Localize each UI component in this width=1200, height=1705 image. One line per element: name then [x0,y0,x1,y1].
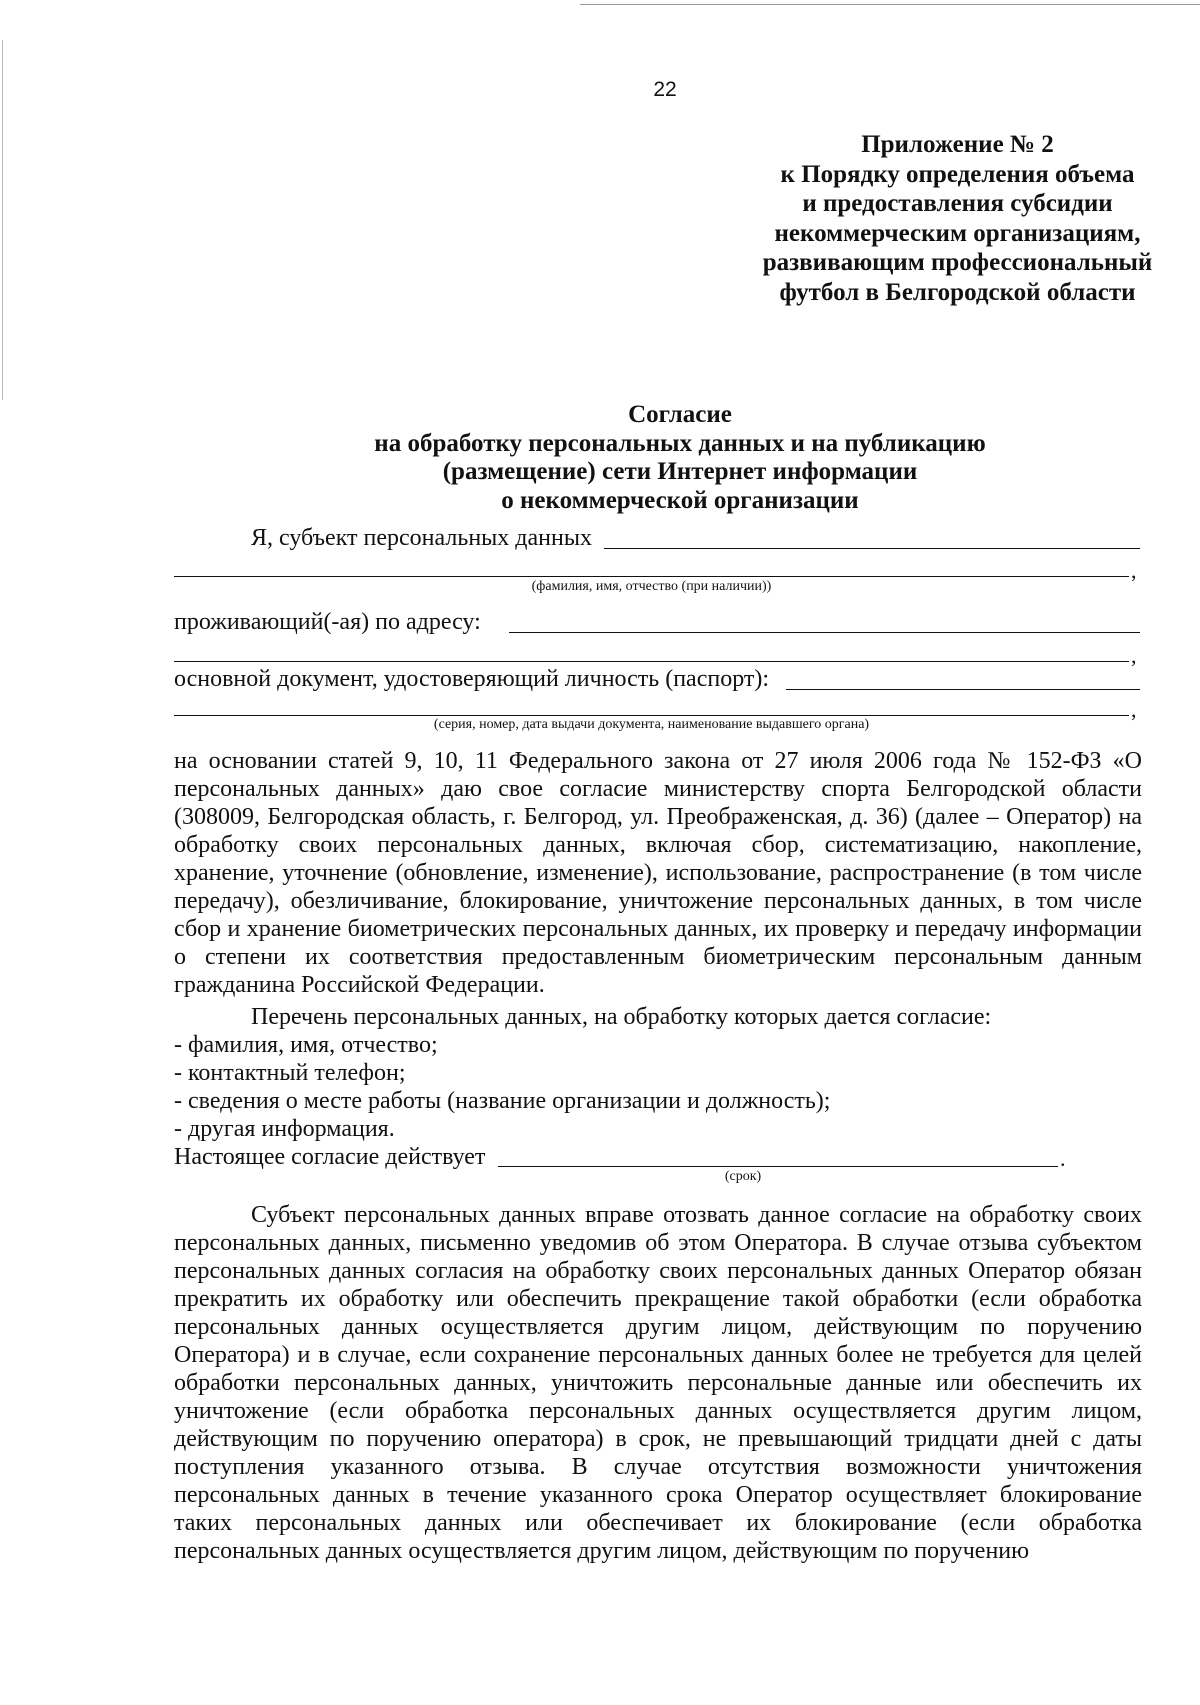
withdrawal-paragraph: Субъект персональных данных вправе отозвать данное согласие на обработку своих персональных данных, письменно уведомив об этом Оператора. В случае отзыва субъектом персональных данных согласия на обработку своих персональных данных Оператор обязан прекратить их обработку или обеспечить прекращение такой обработки (если обработка персональных данных осуществляется другим лицом, действующим по поручению Оператора) и в случае, если сохранение персональных данных более не требуется для целей обработки персональных данных, уничтожить персональные данные или обеспечить их уничтожение (если обработка персональных данных осуществляется другим лицом, действующим по поручению оператора) в срок, не превышающий тридцати дней с даты поступления указанного отзыва. В случае отсутствия возможности уничтожения персональных данных в течение указанного срока Оператор осуществляет блокирование таких персональных данных или обеспечивает их блокирование (если обработка персональных данных осуществляется другим лицом, действующим по поручению [174,1202,1142,1564]
list-item: - фамилия, имя, отчество; [174,1032,438,1058]
validity-period: . [1060,1146,1066,1171]
address-field[interactable] [509,632,1140,633]
appendix-line: некоммерческим организациям, [774,219,1141,247]
subject-label: Я, субъект персональных данных [251,525,592,551]
appendix-line: развивающим профессиональный [762,249,1153,276]
scan-top-border [580,4,1200,5]
document-label: основной документ, удостоверяющий личность (паспорт): [174,666,770,692]
subject-name-field-continued[interactable] [174,576,1129,577]
name-caption: (фамилия, имя, отчество (при наличии)) [531,579,772,594]
title-line: Согласие [628,401,732,428]
page-number: 22 [653,78,677,101]
comma: , [1131,558,1137,583]
address-field-continued[interactable] [174,661,1129,662]
document-field[interactable] [786,689,1140,690]
document-title [180,401,1180,515]
term-caption: (срок) [724,1169,762,1184]
list-item: - другая информация. [174,1116,395,1142]
list-intro: Перечень персональных данных, на обработку которых дается согласие: [251,1004,992,1030]
document-caption: (серия, номер, дата выдачи документа, наименование выдавшего органа) [433,717,870,732]
appendix-line: Приложение № 2 [861,131,1054,158]
title-line: (размещение) сети Интернет информации [442,458,918,485]
address-label: проживающий(-ая) по адресу: [174,609,481,635]
consent-paragraph: на основании статей 9, 10, 11 Федерального закона от 27 июля 2006 года № 152-ФЗ «О персональных данных» даю свое согласие министерству спорта Белгородской области (308009, Белгородская область, г. Белгород, ул. Преображенская, д. 36) (далее – Оператор) на обработку своих персональных данных, включая сбор, систематизацию, накопление, хранение, уточнение (обновление, изменение), использование, распространение (в том числе передачу), обезличивание, блокирование, уничтожение персональных данных, в том числе сбор и хранение биометрических персональных данных, их проверку и передачу информации о степени их соответствия предоставленным биометрическим персональным данным гражданина Российской Федерации. [174,748,1142,998]
list-item: - сведения о месте работы (название организации и должность); [174,1088,831,1114]
comma: , [1131,643,1137,668]
appendix-header [690,130,1200,307]
appendix-line: футбол в Белгородской области [779,278,1136,306]
title-line: о некоммерческой организации [501,486,859,514]
appendix-line: и предоставления субсидии [802,190,1113,217]
document-field-continued[interactable] [174,715,1129,716]
validity-label: Настоящее согласие действует [174,1144,486,1170]
list-item: - контактный телефон; [174,1060,406,1086]
term-field[interactable] [498,1166,1058,1167]
subject-name-field[interactable] [604,548,1140,549]
title-line: на обработку персональных данных и на публикацию [374,429,986,457]
appendix-line: к Порядку определения объема [780,160,1135,188]
comma: , [1131,697,1137,722]
